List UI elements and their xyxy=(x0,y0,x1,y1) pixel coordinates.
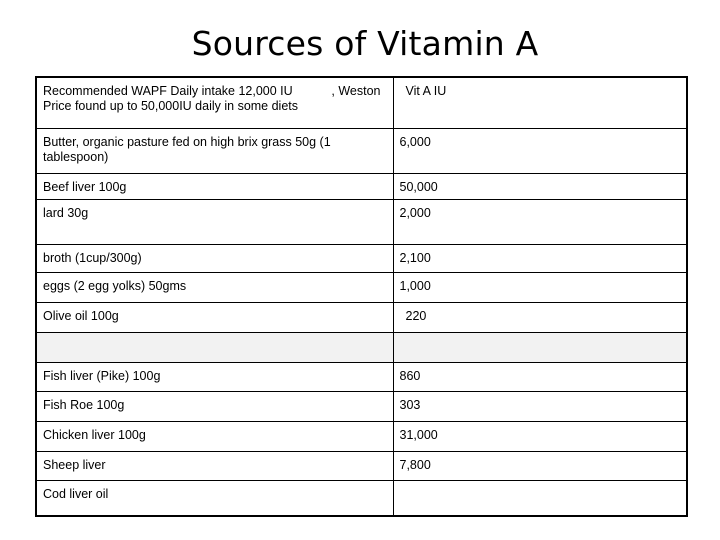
table-row-empty xyxy=(36,332,687,362)
table-row xyxy=(36,451,687,480)
iu-cell: 2,100 xyxy=(393,244,687,272)
header-price-text: Price found up to 50,000IU daily in some diets xyxy=(43,99,299,113)
header-left-cell xyxy=(36,77,393,128)
table-row xyxy=(36,362,687,391)
header-intake-text: Recommended WAPF Daily intake 12,000 IU xyxy=(43,84,293,98)
table-row xyxy=(36,199,687,244)
food-cell: Olive oil 100g xyxy=(36,302,393,332)
table-row xyxy=(36,272,687,302)
food-cell: eggs (2 egg yolks) 50gms xyxy=(36,272,393,302)
slide-title: Sources of Vitamin A xyxy=(191,24,539,63)
table-row xyxy=(36,391,687,421)
iu-cell: 31,000 xyxy=(393,421,687,451)
food-cell: Sheep liver xyxy=(36,451,393,480)
food-cell: Butter, organic pasture fed on high brix grass 50g (1 tablespoon) xyxy=(36,128,393,173)
header-weston-text: , Weston xyxy=(331,84,381,98)
table-row xyxy=(36,244,687,272)
iu-cell: 220 xyxy=(393,302,687,332)
iu-cell: 1,000 xyxy=(393,272,687,302)
iu-cell: 7,800 xyxy=(393,451,687,480)
table-row xyxy=(36,302,687,332)
iu-cell: 6,000 xyxy=(393,128,687,173)
food-cell: Beef liver 100g xyxy=(36,173,393,199)
iu-cell: 860 xyxy=(393,362,687,391)
table-row xyxy=(36,480,687,516)
food-cell: Cod liver oil xyxy=(36,480,393,516)
table-row xyxy=(36,421,687,451)
table-header-row xyxy=(36,77,687,128)
food-cell: Chicken liver 100g xyxy=(36,421,393,451)
iu-cell: 50,000 xyxy=(393,173,687,199)
vitamin-a-table xyxy=(35,76,688,517)
food-cell: broth (1cup/300g) xyxy=(36,244,393,272)
food-cell: Fish Roe 100g xyxy=(36,391,393,421)
iu-cell xyxy=(393,332,687,362)
iu-cell xyxy=(393,480,687,516)
iu-cell: 2,000 xyxy=(393,199,687,244)
header-right-cell: Vit A IU xyxy=(393,77,687,128)
food-cell: Fish liver (Pike) 100g xyxy=(36,362,393,391)
food-cell: lard 30g xyxy=(36,199,393,244)
food-cell xyxy=(36,332,393,362)
iu-cell: 303 xyxy=(393,391,687,421)
table-row xyxy=(36,128,687,173)
table-row xyxy=(36,173,687,199)
